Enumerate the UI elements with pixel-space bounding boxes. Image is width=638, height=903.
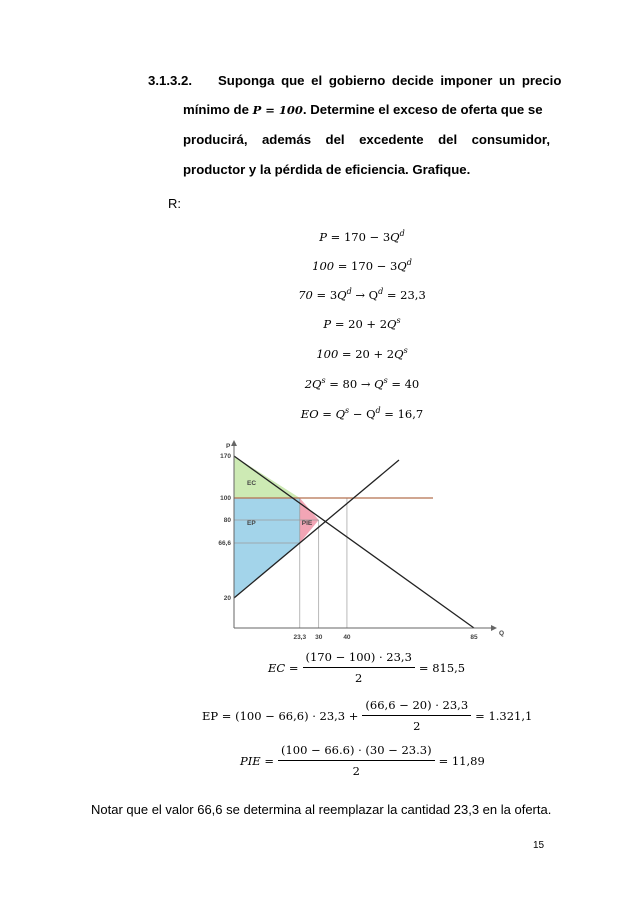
eq-rest: = 40 — [387, 377, 420, 391]
eq-lhs-sup: s — [321, 376, 326, 385]
word: producirá, — [183, 132, 248, 147]
ep-denominator: 2 — [413, 719, 421, 733]
eq-rest: − Q — [349, 407, 376, 421]
problem-line-2 — [183, 102, 543, 117]
x-axis-arrow — [491, 625, 497, 631]
eq-sup: d — [346, 287, 352, 296]
eq-var: Q — [394, 347, 404, 361]
word: además — [261, 132, 312, 147]
eq-rest: → Q — [351, 288, 379, 302]
word: consumidor, — [471, 132, 550, 147]
ep-region-label: EP — [247, 520, 256, 527]
eq-sup-2: d — [375, 406, 381, 415]
eq-var: Q — [397, 259, 407, 273]
supply-demand-chart — [213, 438, 503, 644]
equation-7 — [301, 406, 423, 421]
x-axis-label: Q — [499, 630, 505, 637]
eq-lhs: 100 — [312, 259, 335, 273]
ep-formula — [202, 698, 532, 733]
y-axis-label: P — [226, 443, 231, 450]
equation-4 — [323, 316, 400, 331]
pie-formula — [240, 743, 485, 778]
y-tick-label: 80 — [223, 517, 231, 524]
eq-operator: = 170 − 3 — [327, 230, 391, 244]
problem-line-2-pre: mínimo de — [183, 102, 253, 117]
ep-region — [234, 498, 300, 598]
ec-lhs: EC = — [268, 660, 299, 675]
eq-sup: s — [403, 346, 408, 355]
eq-var: Q — [390, 230, 400, 244]
eq-operator: = 3 — [312, 288, 338, 302]
ep-result: = 1.321,1 — [475, 708, 533, 723]
eq-sup: s — [396, 316, 401, 325]
problem-line-4: productor y la pérdida de eficiencia. Grafique. — [183, 162, 471, 177]
eq-lhs: 70 — [298, 288, 313, 302]
pie-result: = 11,89 — [438, 753, 485, 768]
equation-6 — [305, 376, 420, 391]
eq-operator: = — [318, 407, 336, 421]
equation-3 — [298, 287, 426, 302]
word: del — [438, 132, 458, 147]
equation-5 — [316, 346, 407, 361]
pie-fraction — [278, 743, 435, 778]
y-axis-arrow — [231, 440, 237, 446]
pie-denominator: 2 — [352, 764, 360, 778]
eq-operator: = 170 − 3 — [334, 259, 398, 273]
eq-lhs: P — [319, 230, 328, 244]
eq-rest-2: = 23,3 — [383, 288, 426, 302]
eq-sup: s — [383, 376, 388, 385]
ep-lhs: EP = (100 − 66,6) · 23,3 + — [202, 708, 359, 723]
eq-rest-2: = 16,7 — [380, 407, 424, 421]
eq-sup-2: d — [378, 287, 384, 296]
eq-operator: = 20 + 2 — [331, 317, 388, 331]
word: del — [325, 132, 345, 147]
x-tick-label: 30 — [315, 634, 323, 641]
eq-sup: d — [399, 229, 405, 238]
y-tick-label: 170 — [220, 453, 231, 460]
problem-line-1: Suponga que el gobierno decide imponer un precio — [218, 73, 562, 88]
eq-sup: s — [345, 406, 350, 415]
problem-line-2-post: . Determine el exceso de oferta que se — [302, 102, 543, 117]
equation-2 — [312, 258, 412, 273]
page-number: 15 — [533, 840, 545, 851]
problem-line-3 — [183, 132, 550, 147]
eq-lhs: 2Q — [304, 377, 322, 391]
x-tick-label: 40 — [343, 634, 351, 641]
pie-region-label: PIE — [301, 520, 313, 527]
eq-var: Q — [374, 377, 384, 391]
eq-var: Q — [337, 288, 347, 302]
y-tick-label: 100 — [220, 495, 231, 502]
ep-numerator: (66,6 − 20) · 23,3 — [362, 698, 471, 716]
ec-region-label: EC — [247, 480, 257, 487]
eq-var: Q — [387, 317, 397, 331]
x-tick-label: 23,3 — [293, 634, 307, 641]
eq-sup: d — [406, 258, 412, 267]
note-paragraph: Notar que el valor 66,6 se determina al reemplazar la cantidad 23,3 en la oferta. — [91, 802, 552, 817]
y-tick-label: 20 — [223, 595, 231, 602]
eq-lhs: EO — [300, 407, 319, 421]
eq-operator: = 20 + 2 — [338, 347, 395, 361]
ep-fraction — [362, 698, 471, 733]
ec-result: = 815,5 — [418, 660, 466, 675]
equation-1 — [319, 229, 404, 244]
problem-number: 3.1.3.2. — [148, 73, 192, 88]
ec-formula — [268, 650, 465, 685]
pie-lhs: PIE = — [240, 753, 274, 768]
ec-fraction — [303, 650, 415, 685]
word: excedente — [359, 132, 424, 147]
y-tick-label: 66,6 — [218, 540, 231, 547]
eq-lhs: P — [323, 317, 332, 331]
ec-numerator: (170 − 100) · 23,3 — [303, 650, 415, 668]
eq-lhs: 100 — [316, 347, 339, 361]
eq-operator: = 80 → — [325, 377, 375, 391]
x-tick-label: 85 — [470, 634, 478, 641]
price-floor-math: P = 100 — [252, 103, 303, 117]
pie-numerator: (100 − 66.6) · (30 − 23.3) — [278, 743, 435, 761]
answer-label: R: — [168, 196, 181, 211]
ec-denominator: 2 — [355, 671, 363, 685]
eq-var: Q — [335, 407, 346, 421]
